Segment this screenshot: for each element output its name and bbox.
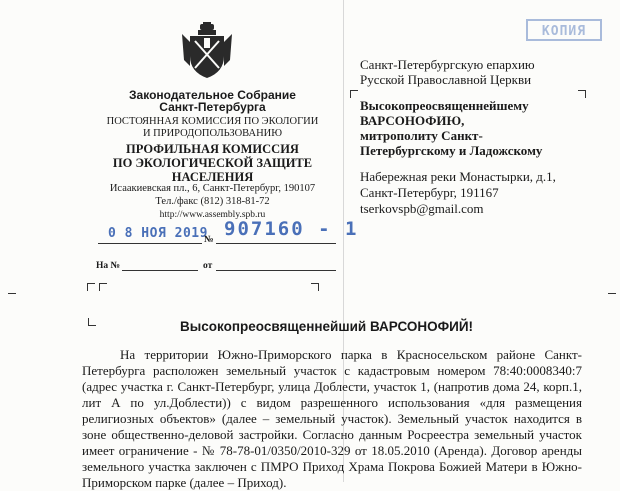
ref-label: На № xyxy=(96,261,121,271)
recipient-name2: ВАРСОНОФИЮ, xyxy=(360,113,465,128)
org-name-line2: Санкт-Петербурга xyxy=(159,100,266,114)
number-underline xyxy=(216,243,336,244)
coat-of-arms-icon xyxy=(180,22,234,80)
recipient-address1: Набережная реки Монастырки, д.1, xyxy=(360,169,556,184)
recipient-name1: Высокопреосвященнейшему xyxy=(360,98,529,113)
corner-mark xyxy=(350,90,358,98)
number-label: № xyxy=(204,235,214,245)
salutation: Высокопреосвященнейший ВАРСОНОФИЙ! xyxy=(180,319,474,334)
copy-stamp: КОПИЯ xyxy=(526,19,602,41)
ref-underline xyxy=(122,270,198,271)
profile-commission-line3: НАСЕЛЕНИЯ xyxy=(171,170,254,184)
sender-website: http://www.assembly.spb.ru xyxy=(159,210,266,220)
recipient-line1: Санкт-Петербургскую епархию xyxy=(360,57,535,72)
recipient-name4: Петербургскому и Ладожскому xyxy=(360,143,543,158)
registration-date-stamp: 0 8 НОЯ 2019 xyxy=(108,226,208,241)
corner-mark xyxy=(87,283,95,291)
recipient-address2: Санкт-Петербург, 191167 xyxy=(360,185,499,200)
corner-mark xyxy=(99,283,107,291)
corner-mark xyxy=(311,283,319,291)
margin-mark xyxy=(608,293,616,294)
registration-number-stamp: 907160 - 1 xyxy=(224,218,359,240)
profile-commission-line2: ПО ЭКОЛОГИЧЕСКОЙ ЗАЩИТЕ xyxy=(112,156,313,170)
from-label: от xyxy=(203,261,213,271)
recipient-line2: Русской Православной Церкви xyxy=(360,72,532,87)
committee-line1: ПОСТОЯННАЯ КОМИССИЯ ПО ЭКОЛОГИИ xyxy=(106,116,319,127)
margin-mark xyxy=(8,293,16,294)
corner-mark xyxy=(88,318,96,326)
from-underline xyxy=(216,270,336,271)
recipient-name3: митрополиту Санкт- xyxy=(360,128,483,143)
profile-commission-line1: ПРОФИЛЬНАЯ КОМИССИЯ xyxy=(126,142,299,156)
org-name-line1: Законодательное Собрание xyxy=(129,88,296,102)
recipient-email: tserkovspb@gmail.com xyxy=(360,201,484,216)
body-paragraph: На территории Южно-Приморского парка в Красносельском районе Санкт-Петербурга расположен земельный участок с кадастровым номером 78:40:0008340:7 (адрес участка г. Санкт-Петербург, улица Доблести, участок 1, (напротив дома 24, корп.1, лит А по ул.Доблести)) с видом разрешенного использования «для размещения религиозных объектов» (далее – земельный участок). Земельный участок находится в зоне общественно-деловой застройки. Согласно данным Росреестра земельный участок имеет ограничение - № 78-78-01/0350/2010-329 от 18.05.2010 (Аренда). Договор аренды земельного участка заключен с ПМРО Приход Храма Покрова Божией Матери в Южно-Приморском парке (далее – Приход). xyxy=(82,347,582,490)
sender-address: Исаакиевская пл., 6, Санкт-Петербург, 190107 xyxy=(109,183,316,194)
letter-body xyxy=(82,347,582,491)
corner-mark xyxy=(578,90,586,98)
sender-phone: Тел./факс (812) 318-81-72 xyxy=(155,196,270,207)
committee-line2: И ПРИРОДОПОЛЬЗОВАНИЮ xyxy=(142,128,283,139)
date-underline xyxy=(98,243,202,244)
